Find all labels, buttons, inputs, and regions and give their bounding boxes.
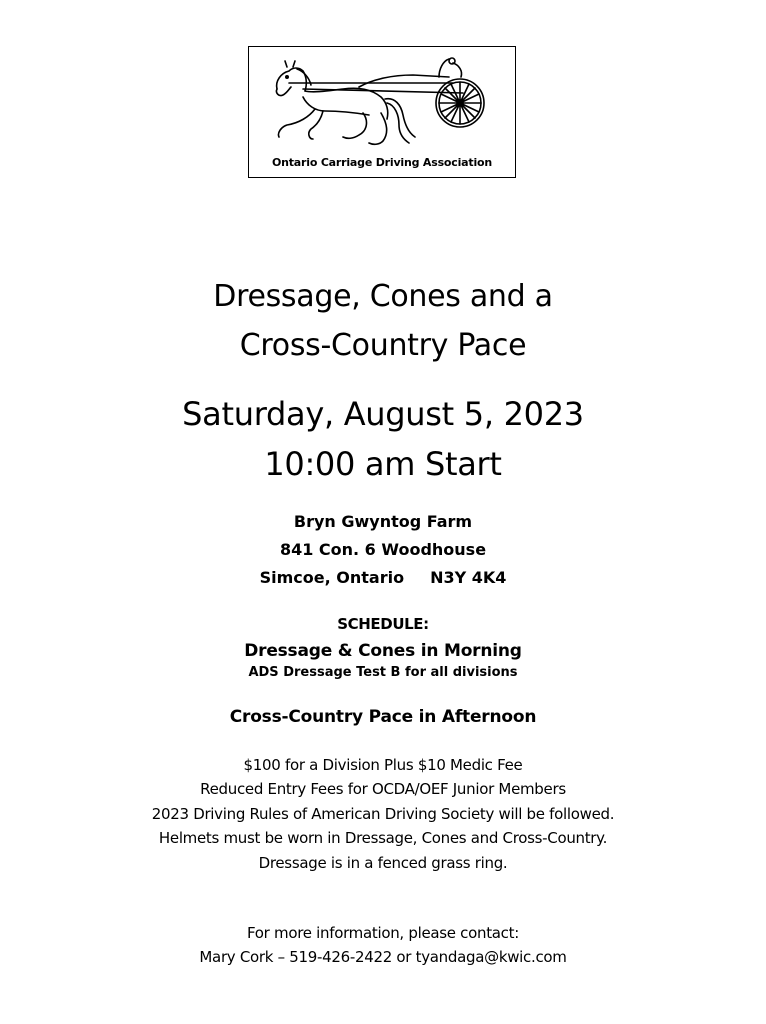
venue-city: Simcoe, Ontario (259, 568, 405, 587)
logo-caption: Ontario Carriage Driving Association (271, 156, 493, 169)
venue-city-line (0, 568, 766, 587)
detail-rules: 2023 Driving Rules of American Driving Society will be followed. (151, 805, 615, 823)
detail-junior-fees: Reduced Entry Fees for OCDA/OEF Junior Members (200, 780, 566, 798)
event-date: Saturday, August 5, 2023 (182, 395, 584, 433)
event-title-line2: Cross-Country Pace (239, 328, 527, 363)
venue-farm: Bryn Gwyntog Farm (293, 512, 473, 531)
venue-street: 841 Con. 6 Woodhouse (279, 540, 487, 559)
schedule-afternoon: Cross-Country Pace in Afternoon (229, 707, 537, 727)
detail-entry-fee: $100 for a Division Plus $10 Medic Fee (243, 756, 523, 774)
detail-helmets: Helmets must be worn in Dressage, Cones and Cross-Country. (158, 829, 608, 847)
schedule-label: SCHEDULE: (337, 615, 429, 633)
contact-intro: For more information, please contact: (247, 924, 519, 942)
contact-line: Mary Cork – 519-426-2422 or tyandaga@kwic.com (199, 948, 567, 966)
schedule-morning-note: ADS Dressage Test B for all divisions (248, 665, 518, 680)
horse-and-carriage-icon (263, 53, 503, 153)
event-start-time: 10:00 am Start (264, 445, 502, 483)
detail-ring: Dressage is in a fenced grass ring. (258, 854, 508, 872)
schedule-morning: Dressage & Cones in Morning (244, 641, 522, 661)
logo-box (248, 46, 516, 178)
event-title-line1: Dressage, Cones and a (213, 279, 553, 314)
venue-postal: N3Y 4K4 (430, 568, 507, 587)
